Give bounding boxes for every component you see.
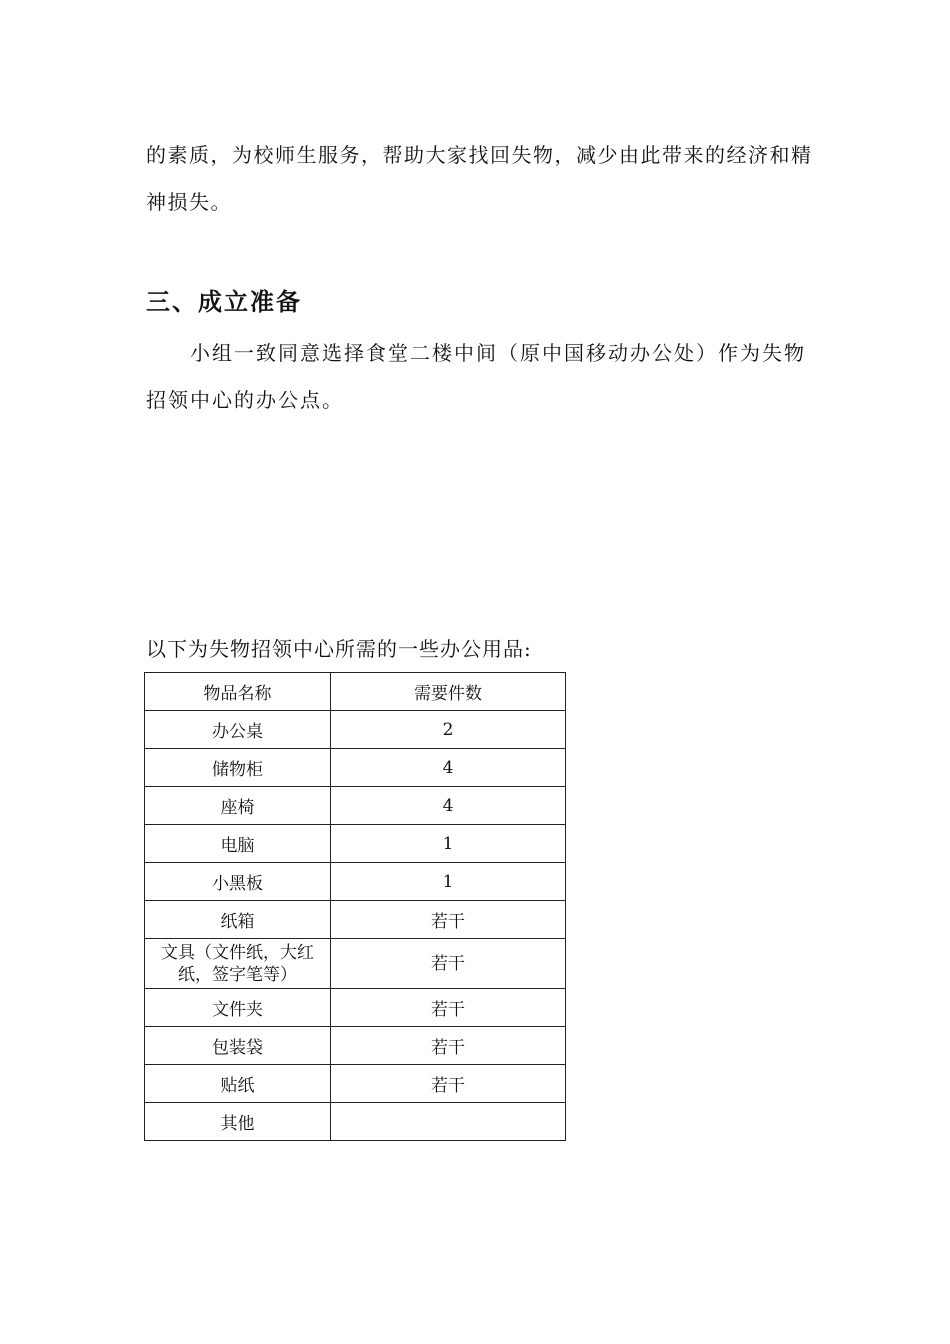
cell-qty: 1 xyxy=(331,825,566,863)
table-intro: 以下为失物招领中心所需的一些办公用品: xyxy=(146,637,532,661)
table-row xyxy=(145,1027,566,1065)
cell-qty: 1 xyxy=(331,863,566,901)
paragraph-purpose: 的素质，为校师生服务，帮助大家找回失物，减少由此带来的经济和精神损失。 xyxy=(146,143,813,214)
cell-qty: 4 xyxy=(331,749,566,787)
cell-qty: 2 xyxy=(331,711,566,749)
table-row xyxy=(145,1065,566,1103)
cell-qty: 若干 xyxy=(331,1065,566,1103)
cell-item: 储物柜 xyxy=(145,749,331,787)
table-row xyxy=(145,863,566,901)
cell-qty: 4 xyxy=(331,787,566,825)
cell-qty: 若干 xyxy=(331,989,566,1027)
cell-item: 文件夹 xyxy=(145,989,331,1027)
cell-item: 文具（文件纸，大红纸，签字笔等） xyxy=(145,939,331,989)
cell-qty xyxy=(331,1103,566,1141)
section-heading: 三、成立准备 xyxy=(146,288,302,316)
table-row xyxy=(145,749,566,787)
cell-item: 办公桌 xyxy=(145,711,331,749)
table-row xyxy=(145,939,566,989)
cell-item: 包装袋 xyxy=(145,1027,331,1065)
cell-item: 电脑 xyxy=(145,825,331,863)
table-row xyxy=(145,901,566,939)
cell-qty: 若干 xyxy=(331,939,566,989)
supplies-table xyxy=(144,672,566,1141)
cell-qty: 若干 xyxy=(331,901,566,939)
cell-item: 小黑板 xyxy=(145,863,331,901)
cell-item: 贴纸 xyxy=(145,1065,331,1103)
table-row xyxy=(145,787,566,825)
cell-item: 其他 xyxy=(145,1103,331,1141)
table-row xyxy=(145,711,566,749)
table-row xyxy=(145,989,566,1027)
table-header-row xyxy=(145,673,566,711)
header-item-name: 物品名称 xyxy=(145,673,331,711)
header-quantity: 需要件数 xyxy=(331,673,566,711)
cell-item: 座椅 xyxy=(145,787,331,825)
paragraph-location: 小组一致同意选择食堂二楼中间（原中国移动办公处）作为失物招领中心的办公点。 xyxy=(146,341,806,412)
cell-item: 纸箱 xyxy=(145,901,331,939)
cell-qty: 若干 xyxy=(331,1027,566,1065)
table-row xyxy=(145,1103,566,1141)
table-row xyxy=(145,825,566,863)
